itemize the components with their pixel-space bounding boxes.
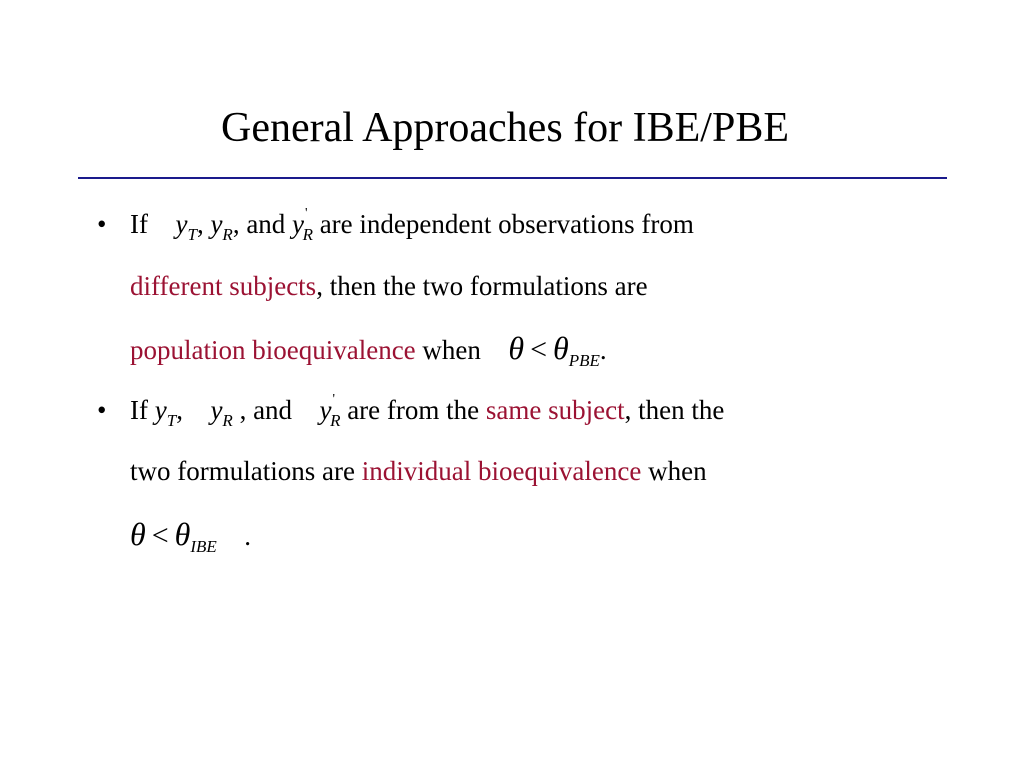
prime-mark: '	[305, 206, 308, 221]
highlight-different-subjects: different subjects	[130, 271, 317, 301]
sub-r: R	[222, 225, 233, 244]
theta-symbol: θ	[553, 330, 569, 366]
sub-r: R	[222, 411, 233, 430]
var-y: y	[175, 209, 188, 239]
period: .	[244, 521, 252, 551]
line-text: , then the two formulations are	[316, 271, 648, 301]
var-y: y	[210, 395, 223, 425]
highlight-individual-bioequivalence: individual bioequivalence	[361, 456, 642, 486]
title-divider	[78, 177, 947, 179]
if-word: If	[130, 209, 148, 239]
line-text: are independent observations from	[319, 209, 694, 239]
bullet-2-line-2	[130, 453, 707, 489]
sub-t: T	[187, 225, 197, 244]
var-y: y	[154, 395, 167, 425]
line-text: , then the	[624, 395, 725, 425]
highlight-same-subject: same subject	[485, 395, 625, 425]
bullet-2-glyph: •	[97, 395, 107, 425]
var-y-prime: y	[319, 395, 332, 425]
and-word: , and	[239, 395, 293, 425]
sub-t: T	[166, 411, 177, 430]
bullet-1-glyph: •	[97, 209, 107, 239]
sub-pbe: PBE	[568, 351, 600, 370]
highlight-population-bioequivalence: population bioequivalence	[130, 335, 416, 365]
var-y-prime: y	[292, 209, 305, 239]
var-y: y	[210, 209, 223, 239]
bullet-2-line-3	[130, 516, 251, 558]
period: .	[599, 335, 607, 365]
less-than: <	[151, 519, 169, 552]
bullet-2-line-1	[130, 392, 724, 434]
sub-ibe: IBE	[190, 537, 217, 556]
when-word: when	[422, 335, 481, 365]
comma: ,	[196, 209, 204, 239]
comma: ,	[176, 395, 183, 425]
line-text: two formulations are	[130, 456, 355, 486]
sub-r: R	[302, 225, 313, 244]
slide-title: General Approaches for IBE/PBE	[220, 105, 789, 151]
when-word: when	[648, 456, 707, 486]
prime-mark: '	[332, 392, 336, 407]
bullet-1-line-3	[130, 330, 607, 372]
bullet-1-line-2	[130, 268, 648, 304]
if-word: If	[130, 395, 148, 425]
sub-r: R	[330, 411, 341, 430]
theta-symbol: θ	[508, 330, 525, 366]
bullet-1-line-1	[130, 206, 694, 248]
line-text: are from the	[347, 395, 480, 425]
theta-symbol: θ	[174, 516, 191, 552]
less-than: <	[530, 333, 548, 366]
theta-symbol: θ	[130, 516, 146, 552]
and-word: , and	[232, 209, 286, 239]
